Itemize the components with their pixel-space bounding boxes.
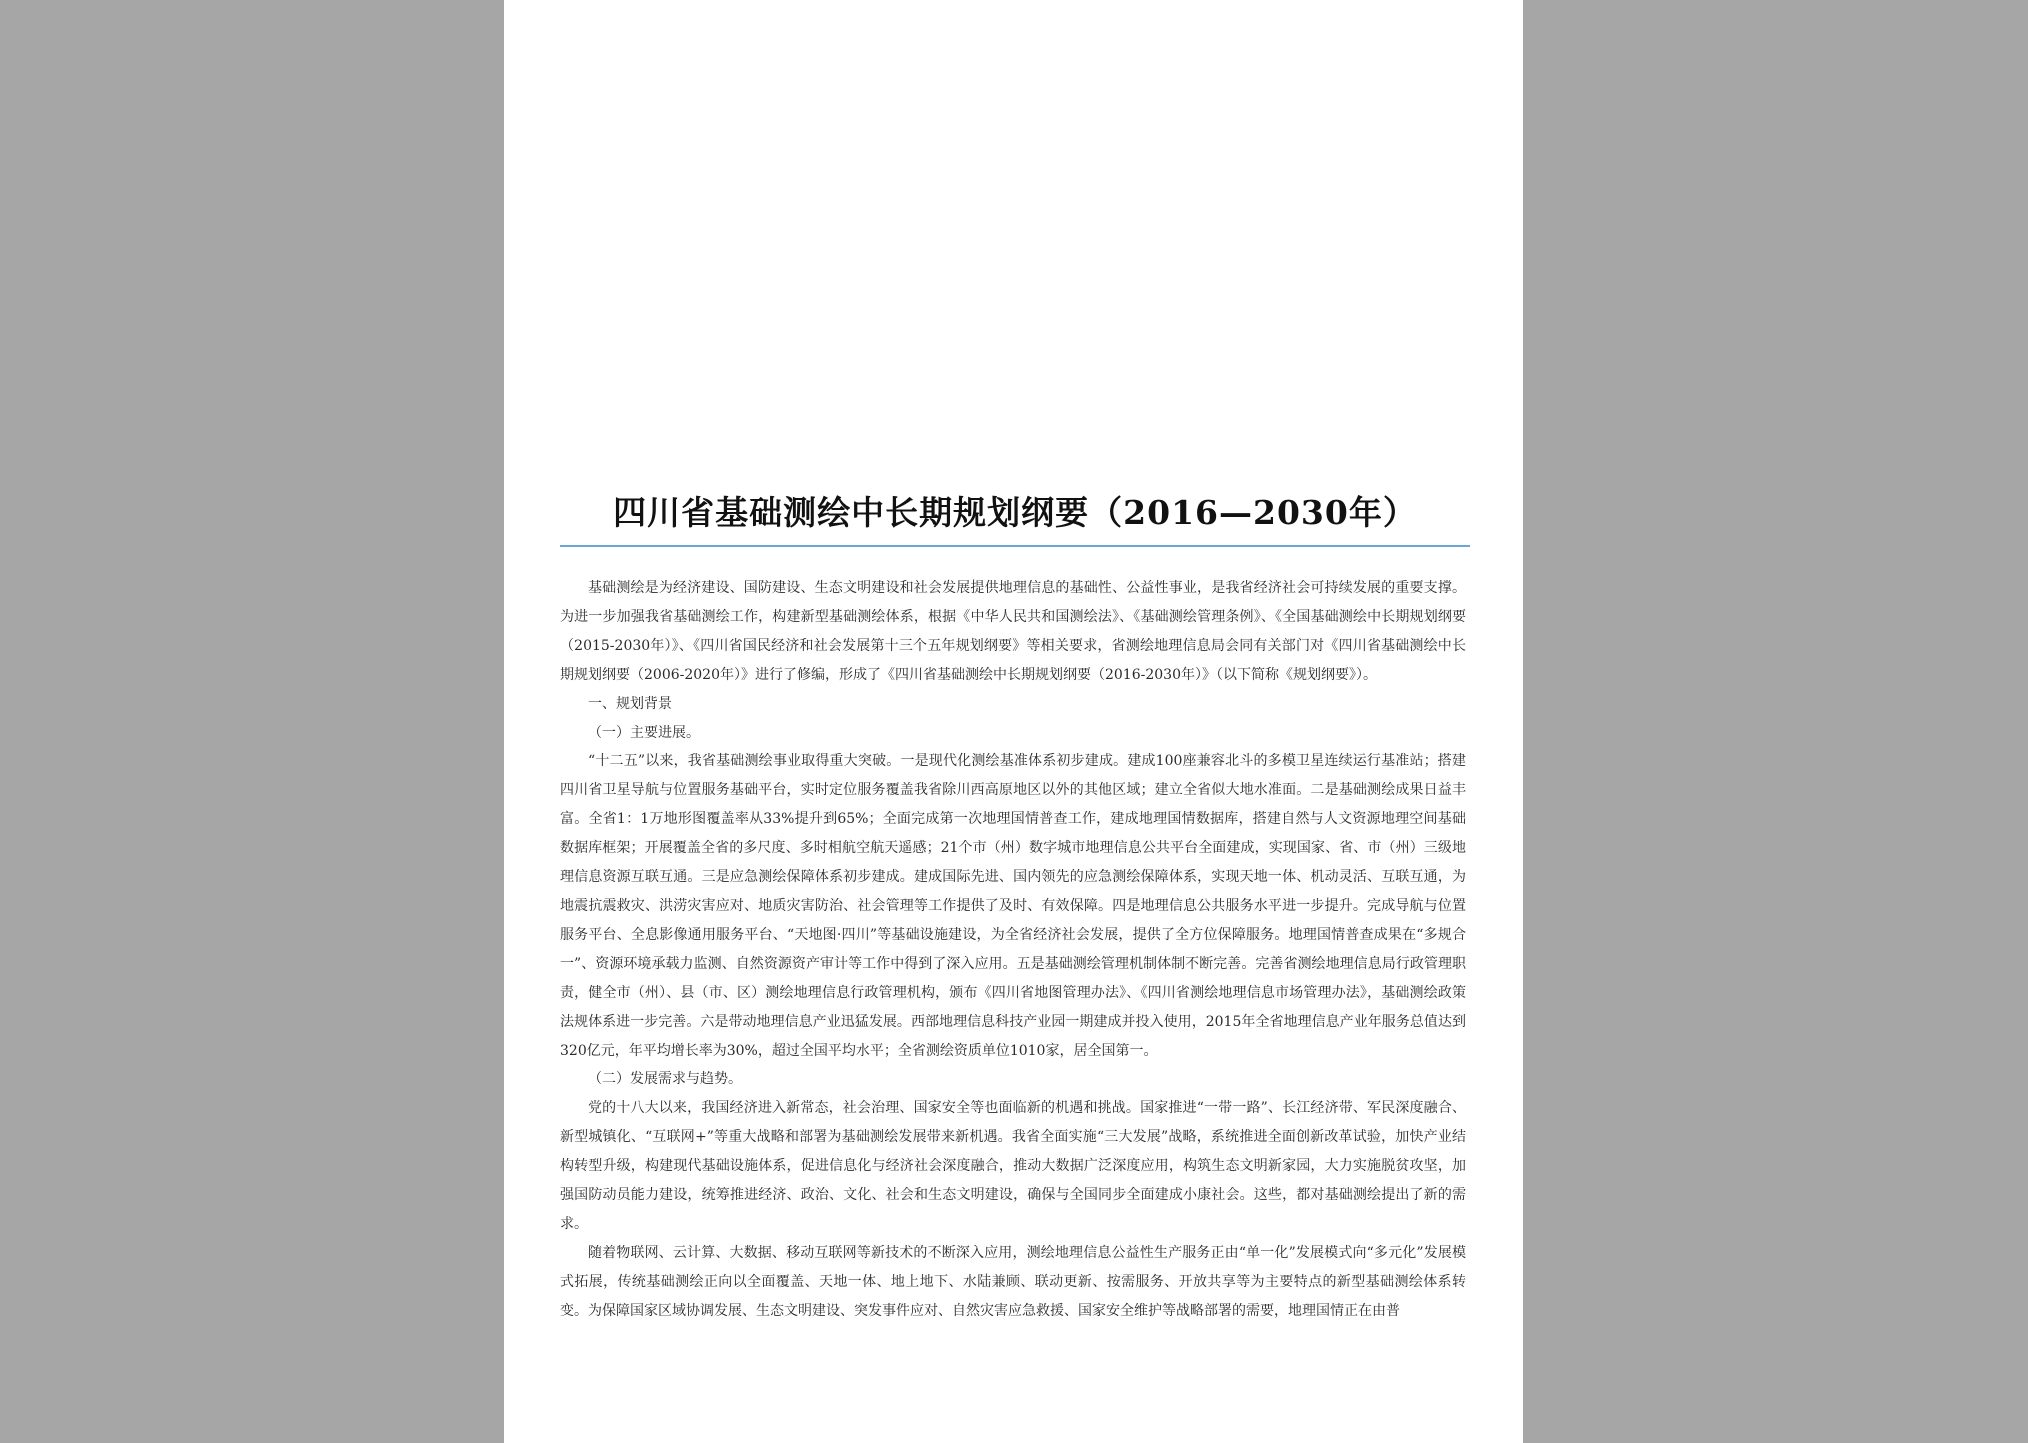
section-heading: （一）主要进展。 — [588, 724, 700, 741]
body-paragraph: 党的十八大以来，我国经济进入新常态，社会治理、国家安全等也面临新的机遇和挑战。国家推进“一带一路”、长江经济带、军民深度融合、新型城镇化、“互联网+”等重大战略和部署为基础测绘发展带来新机遇。我省全面实施“三大发展”战略，系统推进全面创新改革试验，加快产业结构转型升级，构建现代基础设施体系，促进信息化与经济社会深度融合，推动大数据广泛深度应用，构筑生态文明新家园，大力实施脱贫攻坚，加强国防动员能力建设，统筹推进经济、政治、文化、社会和生态文明建设，确保与全国同步全面建成小康社会。这些，都对基础测绘提出了新的需求。 — [560, 1100, 1466, 1232]
section-heading: 一、规划背景 — [588, 695, 672, 712]
document-body — [560, 574, 1466, 1326]
document-page — [504, 0, 1523, 1443]
title-underline — [560, 545, 1470, 547]
body-paragraph: “十二五”以来，我省基础测绘事业取得重大突破。一是现代化测绘基准体系初步建成。建成100座兼容北斗的多模卫星连续运行基准站；搭建四川省卫星导航与位置服务基础平台，实时定位服务覆盖我省除川西高原地区以外的其他区域；建立全省似大地水准面。二是基础测绘成果日益丰富。全省1：1万地形图覆盖率从33%提升到65%；全面完成第一次地理国情普查工作，建成地理国情数据库，搭建自然与人文资源地理空间基础数据库框架；开展覆盖全省的多尺度、多时相航空航天遥感；21个市（州）数字城市地理信息公共平台全面建成，实现国家、省、市（州）三级地理信息资源互联互通。三是应急测绘保障体系初步建成。建成国际先进、国内领先的应急测绘保障体系，实现天地一体、机动灵活、互联互通，为地震抗震救灾、洪涝灾害应对、地质灾害防治、社会管理等工作提供了及时、有效保障。四是地理信息公共服务水平进一步提升。完成导航与位置服务平台、全息影像通用服务平台、“天地图·四川”等基础设施建设，为全省经济社会发展，提供了全方位保障服务。地理国情普查成果在“多规合一”、资源环境承载力监测、自然资源资产审计等工作中得到了深入应用。五是基础测绘管理机制体制不断完善。完善省测绘地理信息局行政管理职责，健全市（州）、县（市、区）测绘地理信息行政管理机构，颁布《四川省地图管理办法》、《四川省测绘地理信息市场管理办法》，基础测绘政策法规体系进一步完善。六是带动地理信息产业迅猛发展。西部地理信息科技产业园一期建成并投入使用，2015年全省地理信息产业年服务总值达到320亿元，年平均增长率为30%，超过全国平均水平；全省测绘资质单位1010家，居全国第一。 — [560, 753, 1466, 1059]
body-paragraph: 随着物联网、云计算、大数据、移动互联网等新技术的不断深入应用，测绘地理信息公益性生产服务正由“单一化”发展模式向“多元化”发展模式拓展，传统基础测绘正向以全面覆盖、天地一体、地上地下、水陆兼顾、联动更新、按需服务、开放共享等为主要特点的新型基础测绘体系转变。为保障国家区域协调发展、生态文明建设、突发事件应对、自然灾害应急救援、国家安全维护等战略部署的需要，地理国情正在由普 — [560, 1244, 1466, 1319]
body-paragraph: 基础测绘是为经济建设、国防建设、生态文明建设和社会发展提供地理信息的基础性、公益性事业，是我省经济社会可持续发展的重要支撑。为进一步加强我省基础测绘工作，构建新型基础测绘体系，根据《中华人民共和国测绘法》、《基础测绘管理条例》、《全国基础测绘中长期规划纲要（2015-2030年）》、《四川省国民经济和社会发展第十三个五年规划纲要》等相关要求，省测绘地理信息局会同有关部门对《四川省基础测绘中长期规划纲要（2006-2020年）》进行了修编，形成了《四川省基础测绘中长期规划纲要（2016-2030年）》（以下简称《规划纲要》）。 — [560, 580, 1466, 683]
section-heading: （二）发展需求与趋势。 — [588, 1071, 742, 1088]
document-title: 四川省基础测绘中长期规划纲要（2016—2030年） — [613, 493, 1417, 532]
